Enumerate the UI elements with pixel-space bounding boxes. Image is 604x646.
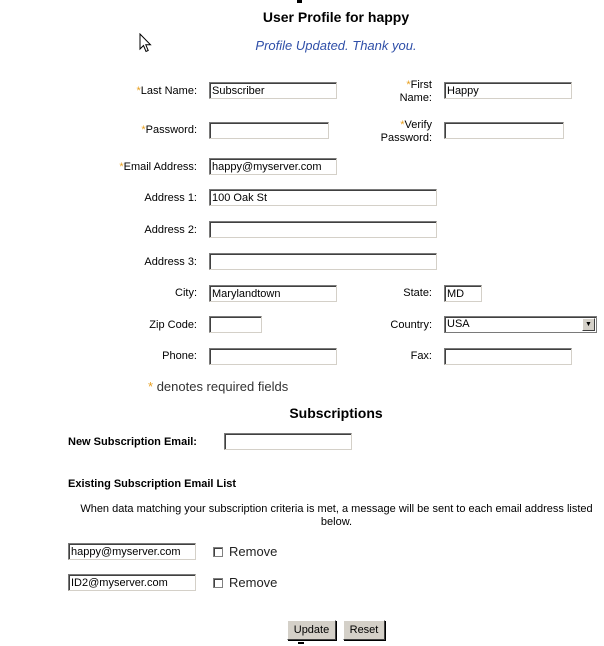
address1-input[interactable] <box>209 189 437 206</box>
update-notice: Profile Updated. Thank you. <box>255 38 417 53</box>
zip-input[interactable] <box>209 316 262 333</box>
required-marker: * <box>119 161 124 173</box>
first-name-input[interactable] <box>444 82 572 99</box>
city-label: City: <box>175 287 197 299</box>
dropdown-arrow-icon[interactable]: ▼ <box>582 318 595 331</box>
page-title: User Profile for happy <box>262 9 410 25</box>
country-label: Country: <box>390 319 432 331</box>
address3-input[interactable] <box>209 253 437 270</box>
fax-label: Fax: <box>410 350 432 362</box>
phone-input[interactable] <box>209 348 337 365</box>
first-name-label: *First Name: <box>399 79 432 104</box>
last-name-input[interactable] <box>209 82 337 99</box>
verify-password-label: *Verify Password: <box>380 119 432 144</box>
required-marker: * <box>141 124 146 136</box>
state-input[interactable] <box>444 285 482 302</box>
remove-label: Remove <box>229 544 278 559</box>
existing-email-input[interactable] <box>68 574 196 591</box>
top-edge-mark <box>297 0 302 3</box>
address2-label: Address 2: <box>144 224 197 236</box>
existing-subscription-heading: Existing Subscription Email List <box>68 478 237 490</box>
zip-label: Zip Code: <box>149 319 197 331</box>
required-fields-note: * denotes required fields <box>148 379 289 394</box>
remove-checkbox[interactable] <box>213 547 223 557</box>
state-label: State: <box>403 287 432 299</box>
email-label: *Email Address: <box>119 161 197 173</box>
subscription-description: When data matching your subscription criteria is met, a message will be sent to each email address listed below. <box>80 503 593 528</box>
last-name-label: *Last Name: <box>136 85 197 97</box>
required-marker: * <box>400 119 405 131</box>
password-label: *Password: <box>141 124 197 136</box>
address3-label: Address 3: <box>144 256 197 268</box>
mouse-pointer-icon <box>139 33 153 55</box>
password-input[interactable] <box>209 122 329 139</box>
phone-label: Phone: <box>162 350 197 362</box>
remove-label: Remove <box>229 575 278 590</box>
required-marker: * <box>148 379 154 394</box>
fax-input[interactable] <box>444 348 572 365</box>
bottom-edge-mark <box>298 642 304 644</box>
email-input[interactable] <box>209 158 337 175</box>
new-subscription-email-input[interactable] <box>224 433 352 450</box>
remove-checkbox[interactable] <box>213 578 223 588</box>
address2-input[interactable] <box>209 221 437 238</box>
verify-password-input[interactable] <box>444 122 564 139</box>
required-marker: * <box>136 85 141 97</box>
country-selected-value: USA <box>447 318 470 330</box>
existing-email-input[interactable] <box>68 543 196 560</box>
reset-button[interactable]: Reset <box>343 620 385 640</box>
subscriptions-heading: Subscriptions <box>289 405 383 421</box>
required-marker: * <box>406 79 411 91</box>
country-select[interactable] <box>444 316 597 333</box>
address1-label: Address 1: <box>144 192 197 204</box>
new-subscription-email-label: New Subscription Email: <box>68 436 197 448</box>
update-button[interactable]: Update <box>287 620 336 640</box>
city-input[interactable] <box>209 285 337 302</box>
